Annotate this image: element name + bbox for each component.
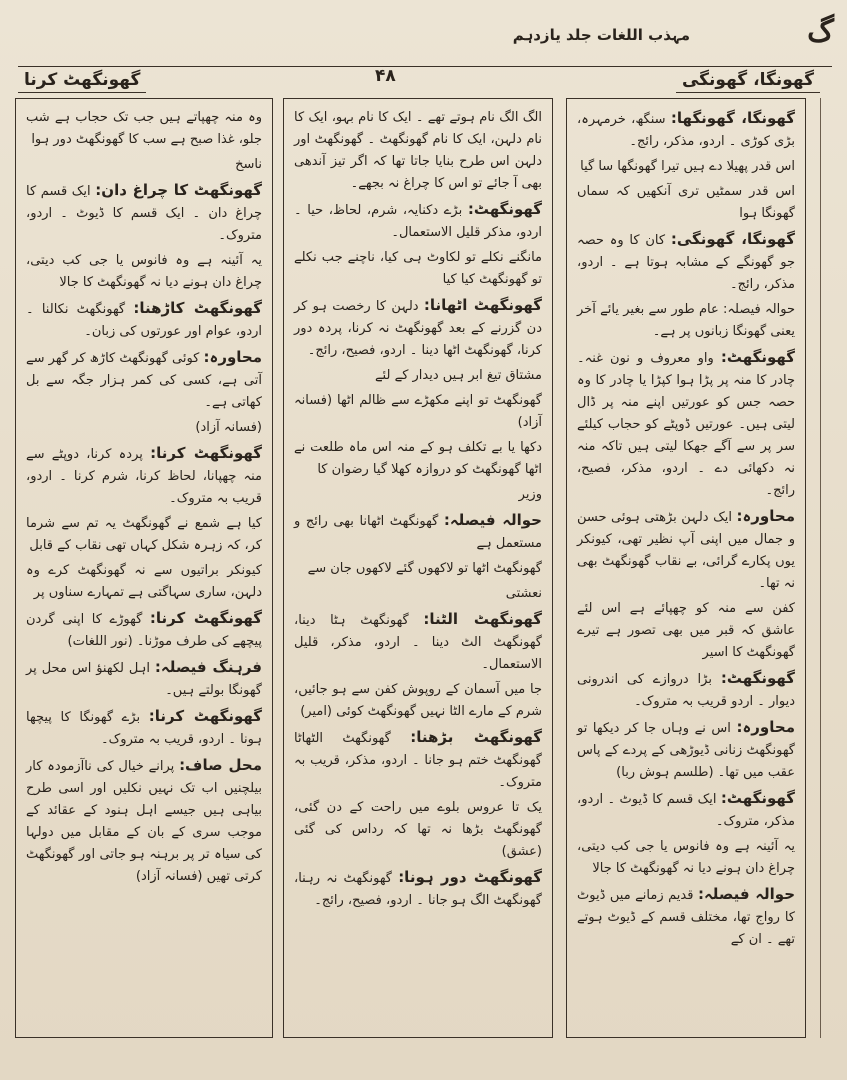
entry-text: کفن سے منہ کو چھپائے ہے اس لئے عاشق کہ قبر میں بھی تصور ہے تیرے گھونگھٹ کا اسیر: [577, 601, 795, 660]
entry-headword: گھونگھٹ بڑھنا:: [410, 728, 542, 746]
entry-text: گھونگھٹ تو اپنے مکھڑے سے ظالم اٹھا (فسانہ آزاد): [294, 393, 542, 430]
guide-word-first: گھونگا، گھونگی: [676, 68, 820, 93]
entry-text: الگ الگ نام ہوتے تھے ۔ ایک کا نام بہو، ایک کا نام دلہن، ایک کا نام گھونگھٹ ۔ گھونگھٹ اور دلہن اس طرح بنایا جاتا تھا کہ اگر تیز آندھی بھی آ جائے تو اس کا چراغ نہ بجھے۔: [294, 110, 542, 191]
entry-headword: گھونگا، گھونگھا:: [670, 109, 796, 127]
dictionary-entry: [577, 836, 795, 880]
dictionary-entry: [26, 442, 262, 510]
dictionary-entry: [294, 365, 542, 387]
dictionary-entry: [294, 797, 542, 863]
dictionary-entry: [294, 509, 542, 555]
dictionary-entry: [294, 726, 542, 794]
entry-text: مشتاق تیغ ابر ہیں دیدار کے لئے: [374, 368, 542, 383]
entry-headword: حوالہ فیصلہ:: [443, 511, 542, 529]
entry-text: نعشتی: [505, 586, 542, 601]
entry-text: یہ آئینہ ہے وہ فانوس یا جی کب دیتی، چراغ دان ہونے دیا نہ گھونگھٹ کا جالا: [26, 253, 262, 290]
dictionary-entry: [577, 107, 795, 153]
dictionary-entry: [26, 346, 262, 414]
dictionary-entry: [577, 299, 795, 343]
entry-text: اس نے وہاں جا کر دیکھا تو گھونگھٹ زنانی ڈیوڑھی کے پردے کے پاس عقب میں تھا۔ (طلسم ہوش ربا): [577, 721, 795, 780]
entry-headword: گھونگھٹ کرنا:: [149, 609, 262, 627]
entry-text: بڑا دروازے کی اندرونی دیوار ۔ اردو قریب بہ متروک۔: [577, 672, 795, 709]
entry-text: ایک دلہن بڑھتی ہوئی حسن و جمال میں اپنی آپ نظیر تھی، کیونکر یوں پکارے گرائی، بے نقاب گھونگھٹ بھی نہ تھا۔: [577, 510, 795, 591]
entry-text: کان کا وہ حصہ جو گھونگے کے مشابہ ہوتا ہے ۔ اردو، مذکر، رائج۔: [577, 233, 795, 292]
entry-headword: گھونگھٹ:: [720, 669, 795, 687]
entry-text: کیا ہے شمع نے گھونگھٹ یہ تم سے شرما کر، کہ زہرہ شکل کہاں تھی نقاب کے قابل: [26, 516, 262, 553]
entry-text: ناسخ: [235, 157, 262, 172]
dictionary-entry: [294, 484, 542, 506]
entry-text: (فسانہ آزاد): [195, 420, 262, 435]
entry-headword: گھونگھٹ:: [467, 200, 542, 218]
dictionary-entry: [26, 107, 262, 151]
entry-text: پرانے خیال کی ناآزمودہ کار بیلچنیں اب تک نہیں نکلیں اور اسی طرح بیاہی ہیں جیسے اہل ہنود کے عقائد کے موجب سری کے بان کے مقابل میں دولہا کی سیاہ تر پر برہنہ ہو جاتی اور گھونگھٹ کرتی تھیں (فسانہ آزاد): [26, 759, 262, 884]
entry-text: گھونگھٹ نہ رہنا، گھونگھٹ الگ ہو جانا ۔ اردو، فصیح، رائج۔: [294, 871, 542, 908]
dictionary-entry: [26, 179, 262, 247]
dictionary-entry: [26, 656, 262, 702]
dictionary-entry: [26, 560, 262, 604]
entry-headword: گھونگھٹ کاڑھنا:: [133, 299, 262, 317]
entry-text: گھونگھٹ اٹھانا بھی رائج و مستعمل ہے: [294, 514, 542, 551]
entry-headword: گھونگھٹ:: [720, 348, 795, 366]
entry-text: جا میں آسمان کے روپوش کفن سے ہو جائیں، شرم کے مارے الٹا نہیں گھونگھٹ کوئی (امیر): [294, 682, 542, 719]
entry-text: گھونگھٹ نکالنا ۔ اردو، عوام اور عورتوں کی زبان۔: [26, 302, 262, 339]
page-header: [10, 6, 840, 96]
entry-text: اس قدر پھیلا دے ہیں تیرا گھونگھا سا گیا: [580, 159, 795, 174]
entry-text: بڑے دکنایہ، شرم، لحاظ، حیا ۔ اردو، مذکر قلیل الاستعمال۔: [294, 203, 542, 240]
entry-text: اہل لکھنؤ اس محل پر گھونگا بولتے ہیں۔: [26, 661, 262, 698]
dictionary-entry: [577, 667, 795, 713]
entry-headword: محل صاف:: [179, 756, 262, 774]
entry-text: ایک قسم کا ڈیوٹ ۔ اردو، مذکر، متروک۔: [577, 792, 795, 829]
dictionary-entry: [294, 583, 542, 605]
dictionary-entry: [294, 608, 542, 676]
entry-text: حوالہ فیصلہ: عام طور سے بغیر یائے آخر یعنی گھونگا زبانوں پر ہے۔: [577, 302, 795, 339]
dictionary-entry: [26, 417, 262, 439]
column-right: [566, 98, 806, 1038]
entry-text: وہ منہ چھپاتے ہیں جب تک حجاب ہے شب جلو، غذا صبح ہے سب کا گھونگھٹ دور ہوا: [26, 110, 262, 147]
entry-text: اس قدر سمٹیں تری آنکھیں کہ سماں گھونگا ہوا: [577, 184, 795, 221]
entry-headword: گھونگھٹ کرنا:: [150, 444, 262, 462]
entry-text: یہ آئینہ ہے وہ فانوس یا جی کب دیتی، چراغ دان ہونے دیا نہ گھونگھٹ کا جالا: [577, 839, 795, 876]
entry-text: دلہن کا رخصت ہو کر دن گزرنے کے بعد گھونگھٹ نہ کرنا، پردہ دور کرنا، گھونگھٹ اٹھا دینا ۔ اردو، فصیح، رائج۔: [294, 299, 542, 358]
entry-text: یک تا عروس بلوے میں راحت کے دن گئی، گھونگھٹ بڑھا نہ تھا کہ رداس کی گئی (عشق): [294, 800, 542, 859]
margin-rule: [820, 98, 821, 1038]
entry-text: سنگھ، خرمہرہ، بڑی کوڑی ۔ اردو، مذکر، رائج۔: [577, 112, 795, 149]
entry-headword: گھونگا، گھونگی:: [670, 230, 795, 248]
header-rule: [18, 66, 832, 67]
dictionary-entry: [577, 228, 795, 296]
dictionary-entry: [294, 294, 542, 362]
dictionary-entry: [577, 505, 795, 595]
entry-headword: گھونگھٹ الٹنا:: [423, 610, 542, 628]
entry-text: دکھا یا بے تکلف ہو کے منہ اس ماہ طلعت نے اٹھا گھونگھٹ کو دروازہ کھلا گیا رضوان کا: [294, 440, 542, 477]
dictionary-entry: [26, 250, 262, 294]
dictionary-entry: [577, 156, 795, 178]
entry-headword: گھونگھٹ کرنا:: [148, 707, 262, 725]
entry-text: بڑے گھونگا کا پیچھا ہونا ۔ اردو، قریب بہ متروک۔: [26, 710, 262, 747]
dictionary-entry: [294, 390, 542, 434]
column-left: [15, 98, 273, 1038]
entry-headword: گھونگھٹ دور ہونا:: [398, 868, 542, 886]
entry-text: قدیم زمانے میں ڈیوٹ کا رواج تھا، مختلف قسم کے ڈیوٹ ہوتے تھے ۔ ان کے: [577, 888, 795, 947]
entry-headword: محاورہ:: [203, 348, 263, 366]
entry-headword: گھونگھٹ اٹھانا:: [423, 296, 542, 314]
entry-text: گھوڑے کا اپنی گردن پیچھے کی طرف موڑنا۔ (نور اللغات): [26, 612, 262, 649]
dictionary-entry: [577, 598, 795, 664]
dictionary-entry: [294, 866, 542, 912]
dictionary-entry: [577, 883, 795, 951]
section-letter: گ: [807, 14, 834, 49]
entry-headword: محاورہ:: [736, 507, 795, 525]
dictionary-entry: [294, 437, 542, 481]
dictionary-entry: [577, 181, 795, 225]
dictionary-entry: [294, 198, 542, 244]
guide-word-last: گھونگھٹ کرنا: [18, 68, 146, 93]
entry-text: کیونکر براتیوں سے نہ گھونگھٹ کرے وہ دلہن، ساری سہاگتی ہے تمہارے سناوں پر: [26, 563, 262, 600]
dictionary-entry: [26, 297, 262, 343]
dictionary-entry: [26, 607, 262, 653]
entry-headword: حوالہ فیصلہ:: [697, 885, 796, 903]
entry-text: ایک قسم کا چراغ دان ۔ ایک قسم کا ڈیوٹ ۔ اردو، متروک۔: [26, 184, 262, 243]
dictionary-entry: [26, 154, 262, 176]
entry-text: مانگنے نکلے تو لکاوٹ ہی کیا، ناچنے جب نکلے تو گھونگھٹ کیا کیا: [294, 250, 542, 287]
dictionary-entry: [577, 716, 795, 784]
page-number: ۴۸: [375, 66, 396, 86]
dictionary-entry: [577, 787, 795, 833]
dictionary-entry: [294, 558, 542, 580]
dictionary-entry: [294, 107, 542, 195]
dictionary-entry: [577, 346, 795, 502]
entry-text: وزیر: [518, 487, 542, 502]
book-title: مہذب اللغات جلد یازدہم: [512, 26, 690, 44]
entry-headword: محاورہ:: [736, 718, 795, 736]
dictionary-entry: [26, 705, 262, 751]
column-middle: [283, 98, 553, 1038]
entry-text: واو معروف و نون غنہ۔ چادر کا منہ پر پڑا ہوا کپڑا یا چادر کا وہ حصہ جس کو عورتیں اپنے منہ پر ڈال لیتی ہیں۔ عورتیں ڈوپٹے کو حجاب کیلئے سر پر سے آگے جھکا لیتی ہیں تاکہ منہ نہ دکھائی دے ۔ اردو، مذکر، فصیح، رائج۔: [577, 351, 795, 498]
entry-text: گھونگھٹ ہٹا دینا، گھونگھٹ الٹ دینا ۔ اردو، مذکر، قلیل الاستعمال۔: [294, 613, 542, 672]
entry-text: کوئی گھونگھٹ کاڑھ کر گھر سے آتی ہے، کسی کی کمر ہزار جگہ سے بل کھاتی ہے۔: [26, 351, 262, 410]
entry-text: پردہ کرنا، دوپٹے سے منہ چھپانا، لحاظ کرنا، شرم کرنا ۔ اردو، قریب بہ متروک۔: [26, 447, 262, 506]
dictionary-entry: [294, 247, 542, 291]
dictionary-entry: [26, 513, 262, 557]
entry-headword: گھونگھٹ کا چراغ دان:: [95, 181, 262, 199]
entry-text: گھونگھٹ اٹھا تو لاکھوں گئے لاکھوں جان سے: [307, 561, 542, 576]
dictionary-entry: [294, 679, 542, 723]
entry-headword: فرہنگ فیصلہ:: [154, 658, 262, 676]
dictionary-entry: [26, 754, 262, 888]
entry-headword: گھونگھٹ:: [720, 789, 795, 807]
entry-text: گھونگھٹ الٹھاٹا گھونگھٹ ختم ہو جانا ۔ اردو، مذکر، قریب بہ متروک۔: [294, 731, 542, 790]
